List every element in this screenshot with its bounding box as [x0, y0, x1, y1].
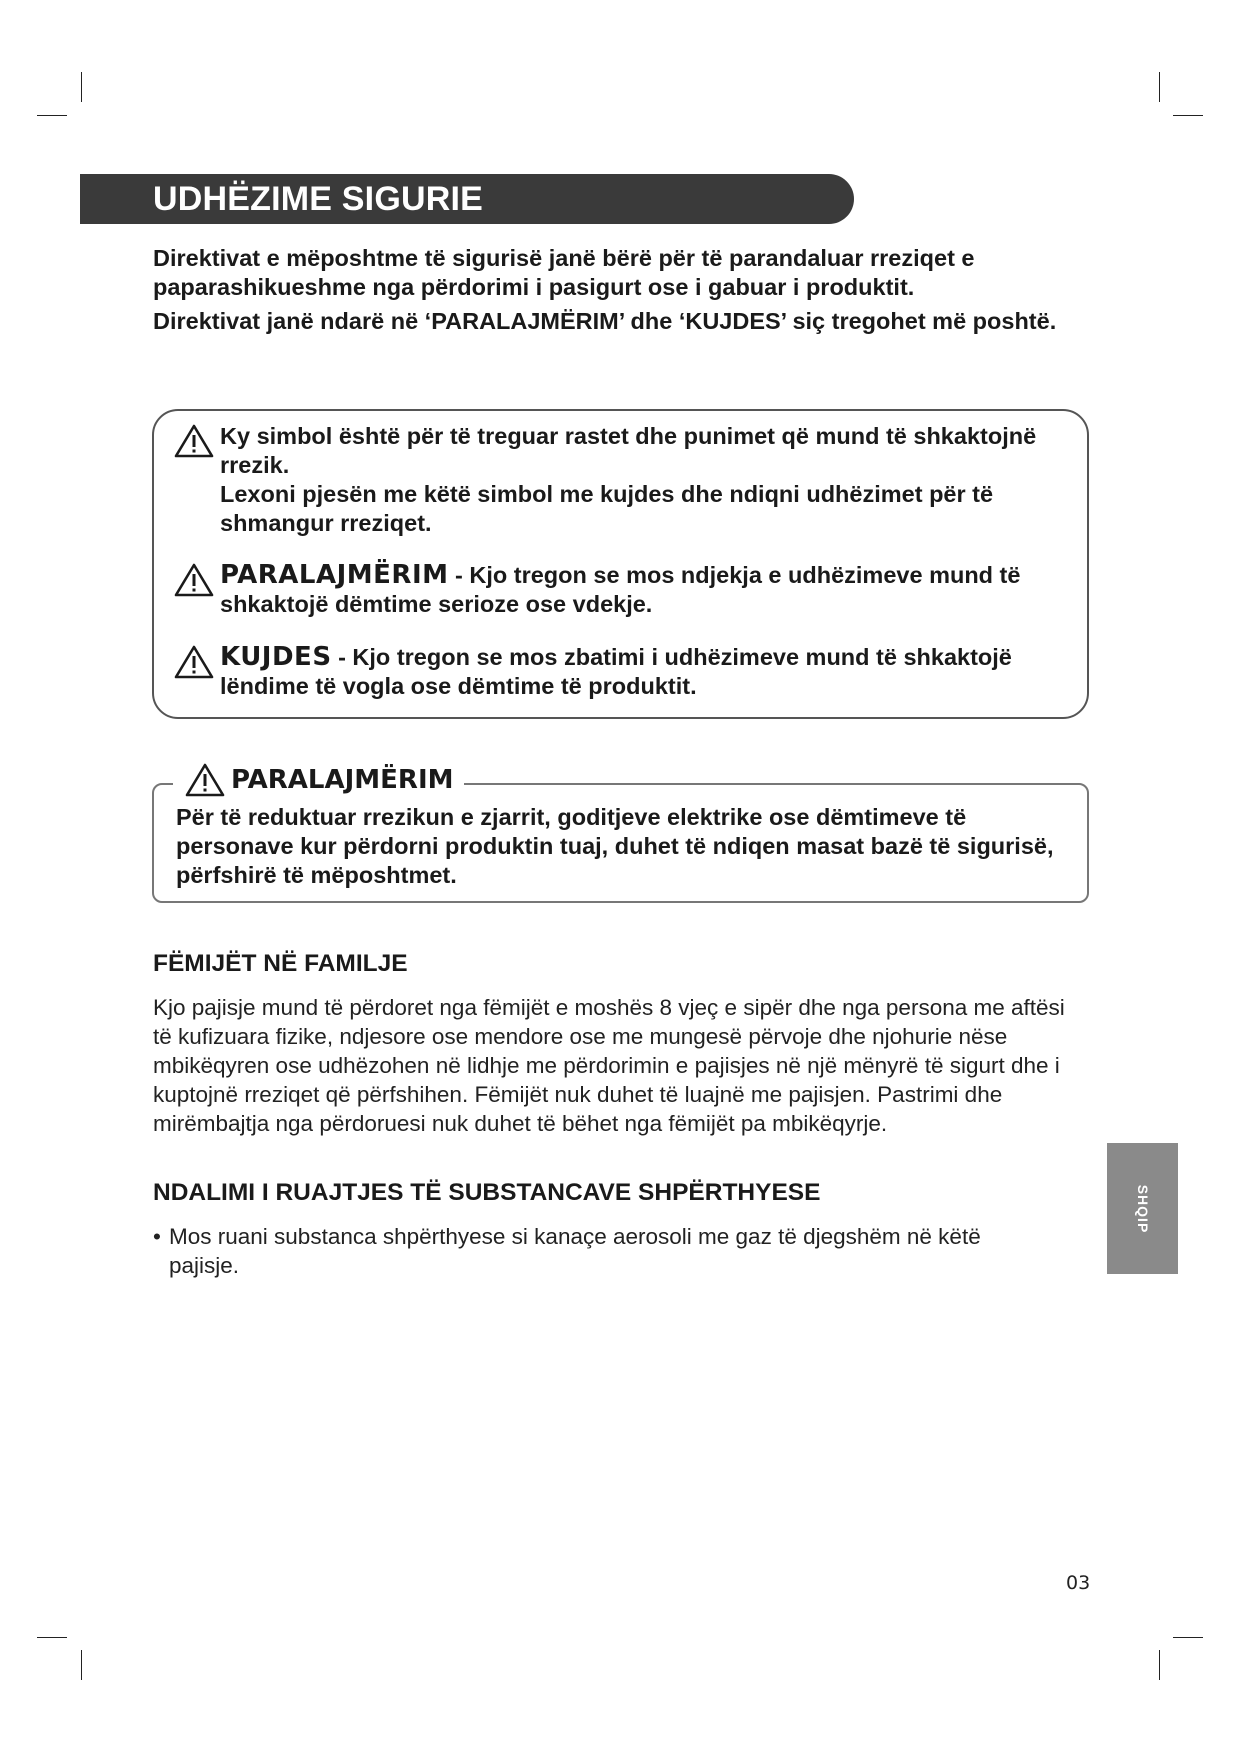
intro-paragraph: Direktivat e mëposhtme të sigurisë janë bërë për të parandaluar rreziqet e paparashikueshme nga përdorimi i pasigurt ose i gabuar i produktit. [153, 245, 975, 300]
warning-box-label: PARALAJMËRIM [231, 765, 454, 795]
section-heading-explosives: NDALIMI I RUAJTJES TË SUBSTANCAVE SHPËRTHYESE [153, 1179, 821, 1206]
bullet-icon: • [153, 1224, 161, 1249]
page-number: 03 [1066, 1572, 1091, 1594]
caution-label: KUJDES [220, 642, 332, 672]
intro-paragraph: Direktivat janë ndarë në ‘PARALAJMËRIM’ dhe ‘KUJDES’ siç tregohet më poshtë. [153, 308, 1057, 334]
language-tab [1107, 1143, 1178, 1274]
warning-description: - Kjo tregon se mos ndjekja e udhëzimeve mund të shkaktojë dëmtime serioze ose vdekje. [220, 562, 1021, 617]
crop-mark [81, 72, 82, 102]
bullet-text: Mos ruani substanca shpërthyese si kanaçe aerosoli me gaz të djegshëm në këtë pajisje. [169, 1224, 981, 1278]
list-item [153, 1222, 1053, 1280]
warning-box-text: Për të reduktuar rrezikun e zjarrit, goditjeve elektrike ose dëmtimeve të personave kur përdorni produktin tuaj, duhet të ndiqen masat bazë të sigurisë, përfshirë të mëposhtmet. [176, 804, 1054, 888]
warning-box-title [173, 760, 464, 800]
warning-label: PARALAJMËRIM [220, 560, 449, 590]
crop-mark [1173, 1637, 1203, 1638]
warning-triangle-icon [185, 763, 225, 797]
symbol-description: Lexoni pjesën me këtë simbol me kujdes dhe ndiqni udhëzimet për të shmangur rreziqet. [220, 481, 994, 536]
page-title: UDHËZIME SIGURIE [153, 180, 484, 218]
crop-mark [1173, 115, 1203, 116]
warning-triangle-icon [174, 645, 214, 679]
warning-triangle-icon [174, 563, 214, 597]
symbol-explanation [174, 422, 1074, 538]
caution-explanation [174, 643, 1074, 701]
section-title-bar [80, 174, 854, 224]
language-tab-label: SHQIP [1134, 1184, 1151, 1233]
crop-mark [37, 115, 67, 116]
crop-mark [81, 1650, 82, 1680]
warning-explanation [174, 561, 1074, 619]
crop-mark [1159, 1650, 1160, 1680]
symbol-legend-box [152, 409, 1089, 719]
section-heading-children: FËMIJËT NË FAMILJE [153, 950, 408, 977]
children-paragraph: Kjo pajisje mund të përdoret nga fëmijët e moshës 8 vjeç e sipër dhe nga persona me aftësi të kufizuara fizike, ndjesore ose mendore ose me mungesë përvoje dhe njohurie nëse mbikëqyren ose udhëzohen në lidhje me përdorimin e pajisjes në një mënyrë të sigurt dhe i kuptojnë rreziqet që përfshihen. Fëmijët nuk duhet të luajnë me pajisjen. Pastrimi dhe mirëmbajtja nga përdoruesi nuk duhet të bëhet nga fëmijët pa mbikëqyrje. [153, 995, 1065, 1136]
intro-text [153, 244, 1073, 341]
caution-description: - Kjo tregon se mos zbatimi i udhëzimeve mund të shkaktojë lëndime të vogla ose dëmtime të produktit. [220, 644, 1012, 699]
crop-mark [1159, 72, 1160, 102]
crop-mark [37, 1637, 67, 1638]
symbol-description: Ky simbol është për të treguar rastet dhe punimet që mund të shkaktojnë rrezik. [220, 423, 1037, 478]
warning-triangle-icon [174, 424, 214, 458]
